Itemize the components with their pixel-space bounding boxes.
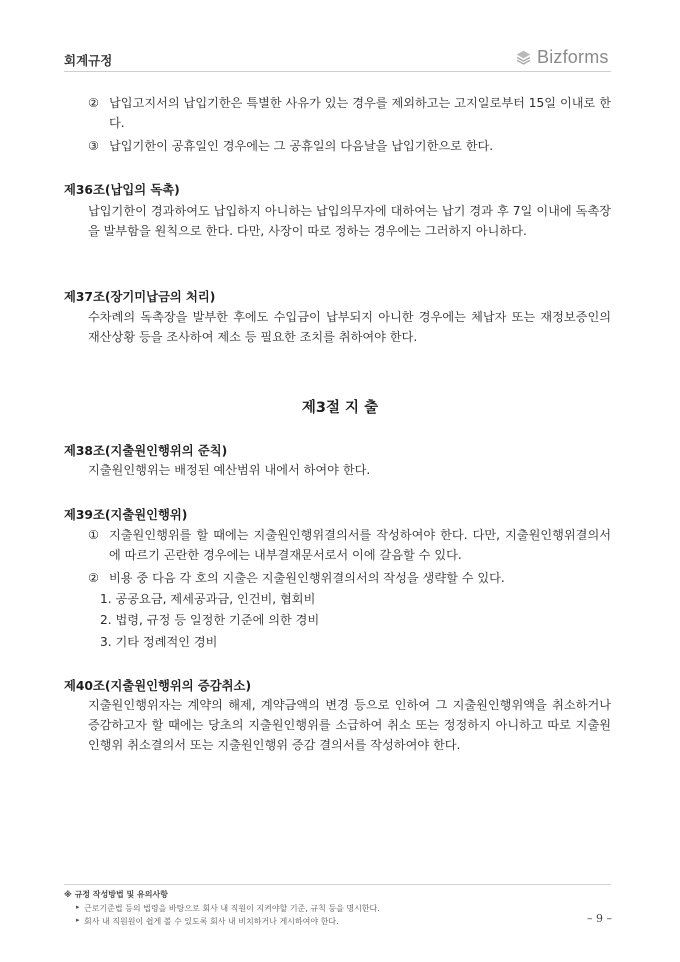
article-38-body: 지출원인행위는 배정된 예산범위 내에서 하여야 한다. bbox=[88, 463, 371, 477]
clause-item bbox=[88, 568, 611, 588]
footer-title: ※ 규정 작성방법 및 유의사항 bbox=[64, 890, 168, 899]
clause-text: 납입기한이 공휴일인 경우에는 그 공휴일의 다음날을 납입기한으로 한다. bbox=[109, 139, 494, 153]
list-item: 3. 기타 정례적인 경비 bbox=[100, 635, 218, 649]
clause-item bbox=[88, 525, 611, 565]
clause-text: 지출원인행위를 할 때에는 지출원인행위결의서를 작성하여야 한다. 다만, 지출원인행위결의서에 따르기 곤란한 경우에는 내부결재문서로서 이에 갈음할 수 있다. bbox=[109, 528, 611, 562]
brand-logo bbox=[515, 45, 609, 69]
list-item: 1. 공공요금, 제세공과금, 인건비, 협회비 bbox=[100, 592, 316, 606]
footer-note bbox=[76, 916, 339, 927]
clause-text: 비용 중 다음 각 호의 지출은 지출원인행위결의서의 작성을 생략할 수 있다. bbox=[109, 571, 505, 585]
article-37-body: 수차례의 독촉장을 발부한 후에도 수입금이 납부되지 아니한 경우에는 체납자 또는 재정보증인의 재산상황 등을 조사하여 제소 등 필요한 조치를 취하여야 한다. bbox=[88, 310, 611, 344]
clause-text: 납입고지서의 납입기한은 특별한 사유가 있는 경우를 제외하고는 고지일로부터 15일 이내로 한다. bbox=[109, 96, 611, 130]
article-36-body: 납입기한이 경과하여도 납입하지 아니하는 납입의무자에 대하여는 납기 경과 후 7일 이내에 독촉장을 발부함을 원칙으로 한다. 다만, 사장이 따로 정하는 경우에는 그러하지 아니하다. bbox=[88, 204, 611, 238]
clause-item bbox=[88, 93, 611, 133]
logo-text: Bizforms bbox=[537, 46, 609, 67]
article-40-title: 제40조(지출원인행위의 증감취소) bbox=[64, 679, 252, 693]
clause-number: ② bbox=[88, 571, 99, 585]
footer-note-text: 근로기준법 등의 법령을 바탕으로 회사 내 직원이 지켜야할 기준, 규칙 등을 명시한다. bbox=[84, 904, 380, 913]
triangle-bullet-icon: ▸ bbox=[76, 916, 80, 924]
article-38-title: 제38조(지출원인행위의 준칙) bbox=[64, 444, 228, 458]
article-40-body: 지출원인행위자는 계약의 해제, 계약금액의 변경 등으로 인하여 그 지출원인행위액을 취소하거나 증감하고자 할 때에는 당초의 지출원인행위를 소급하여 취소 또는 정정하지 아니하고 따로 지출원인행위 취소결의서 또는 지출원인행위 증감 결의서를 작성하여야 한다. bbox=[88, 698, 611, 752]
article-36-title: 제36조(납입의 독촉) bbox=[64, 183, 180, 197]
footer-divider bbox=[64, 884, 611, 885]
clause-number: ① bbox=[88, 528, 99, 542]
list-item: 2. 법령, 규정 등 일정한 기준에 의한 경비 bbox=[100, 613, 320, 627]
article-37-title: 제37조(장기미납금의 처리) bbox=[64, 290, 216, 304]
clause-number: ③ bbox=[88, 139, 99, 153]
article-39-title: 제39조(지출원인행위) bbox=[64, 508, 188, 522]
layers-icon bbox=[515, 49, 532, 66]
footer-note-text: 회사 내 직원원이 쉽게 볼 수 있도록 회사 내 비치하거나 게시하여야 한다. bbox=[84, 917, 339, 926]
triangle-bullet-icon: ▸ bbox=[76, 903, 80, 911]
document-title: 회계규정 bbox=[64, 53, 113, 68]
clause-item bbox=[88, 136, 611, 156]
clause-number: ② bbox=[88, 96, 99, 110]
section-title: 제3절 지 출 bbox=[301, 400, 379, 416]
page-number: – 9 – bbox=[587, 912, 612, 925]
header-divider bbox=[64, 71, 611, 72]
footer-note bbox=[76, 903, 380, 914]
